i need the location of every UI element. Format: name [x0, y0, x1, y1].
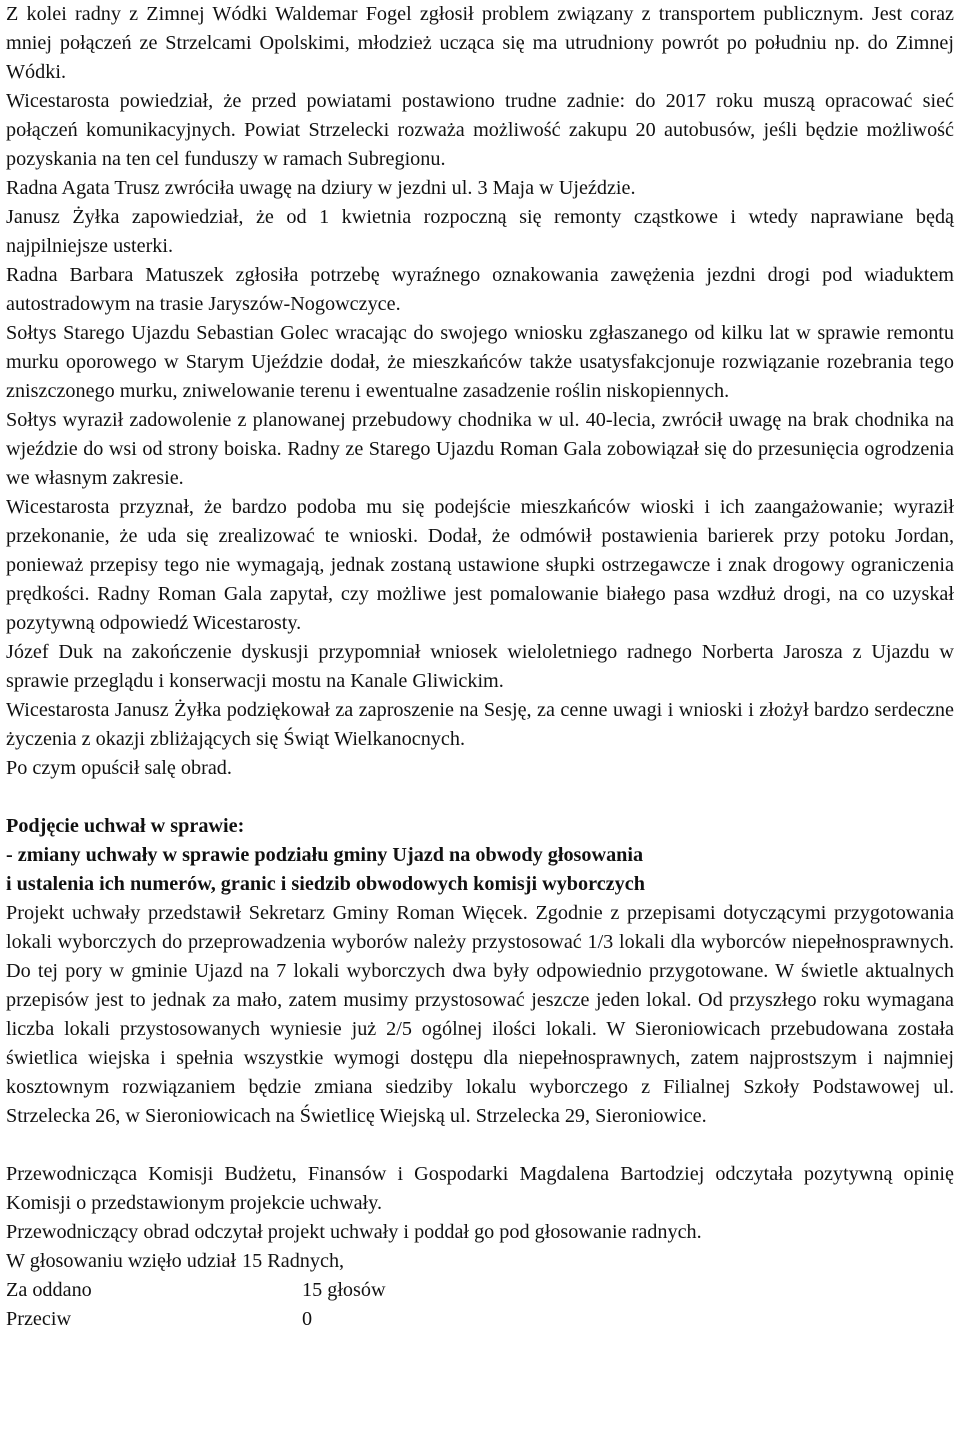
paragraph: Radna Agata Trusz zwróciła uwagę na dziury w jezdni ul. 3 Maja w Ujeździe. [6, 177, 636, 199]
paragraph: Wicestarosta powiedział, że przed powiatami postawiono trudne zadnie: do 2017 roku muszą opracować sieć połączeń komunikacyjnych. Powiat Strzelecki rozważa możliwość zakupu 20 autobusów, jeśli będzie możliwość pozyskania na ten cel funduszy w ramach Subregionu. [6, 90, 954, 170]
vote-for-value: 15 głosów [302, 1279, 386, 1301]
reading-note: Przewodniczący obrad odczytał projekt uchwały i poddał go pod głosowanie radnych. [6, 1221, 702, 1243]
vote-for-label: Za oddano [6, 1279, 92, 1301]
section-subheading: i ustalenia ich numerów, granic i siedzib obwodowych komisji wyborczych [6, 873, 645, 895]
vote-against-value: 0 [302, 1308, 313, 1330]
paragraph: Po czym opuścił salę obrad. [6, 757, 232, 779]
section-subheading: - zmiany uchwały w sprawie podziału gminy Ujazd na obwody głosowania [6, 844, 644, 866]
vote-against-label: Przeciw [6, 1308, 72, 1330]
resolution-section [6, 812, 954, 1334]
committee-opinion: Przewodnicząca Komisji Budżetu, Finansów i Gospodarki Magdalena Bartodziej odczytała pozytywną opinię Komisji o przedstawionym projekcie uchwały. [6, 1163, 954, 1214]
paragraph: Z kolei radny z Zimnej Wódki Waldemar Fogel zgłosił problem związany z transportem publicznym. Jest coraz mniej połączeń ze Strzelcami Opolskimi, młodzież ucząca się ma utrudniony powrót po południu np. do Zimnej Wódki. [6, 3, 954, 83]
paragraph: Józef Duk na zakończenie dyskusji przypomniał wniosek wieloletniego radnego Norberta Jarosza z Ujazdu w sprawie przeglądu i konserwacji mostu na Kanale Gliwickim. [6, 641, 954, 692]
paragraph: Wicestarosta przyznał, że bardzo podoba mu się podejście mieszkańców wioski i ich zaangażowanie; wyraził przekonanie, że uda się zrealizować te wnioski. Dodał, że odmówił postawienia barierek przy potoku Jordan, ponieważ przepisy tego nie wymagają, jednak zostaną ustawione słupki ostrzegawcze i znak drogowy ograniczenia prędkości. Radny Roman Gala zapytał, czy możliwe jest pomalowanie białego pasa wzdłuż drogi, na co uzyskał pozytywną odpowiedź Wicestarosty. [6, 496, 954, 634]
vote-participated-value: 15 Radnych, [242, 1250, 345, 1272]
vote-results [6, 1247, 954, 1334]
section-body: Projekt uchwały przedstawił Sekretarz Gminy Roman Więcek. Zgodnie z przepisami dotyczącymi przygotowania lokali wyborczych do przeprowadzenia wyborów należy przystosować 1/3 lokali dla wyborców niepełnosprawnych. Do tej pory w gminie Ujazd na 7 lokali wyborczych dwa były odpowiednio przygotowane. W świetle aktualnych przepisów jest to jednak za mało, zatem musimy przystosować jeszcze jeden lokal. Od przyszłego roku wymagana liczba lokali przystosowanych wyniesie już 2/5 ogólnej ilości lokali. W Sieroniowicach przebudowana została świetlica wiejska i spełnia wszystkie wymogi dostępu dla niepełnosprawnych, zatem najprostszym i najmniej kosztownym rozwiązaniem będzie zmiana siedziby lokalu wyborczego z Filialnej Szkoły Podstawowej ul. Strzelecka 26, w Sieroniowicach na Świetlicę Wiejską ul. Strzelecka 29, Sieroniowice. [6, 902, 954, 1127]
paragraphs-top [6, 0, 954, 783]
vote-row-against [6, 1305, 954, 1334]
vote-row-participated [6, 1247, 954, 1276]
spacer [6, 783, 954, 812]
section-heading: Podjęcie uchwał w sprawie: [6, 815, 245, 837]
paragraph: Wicestarosta Janusz Żyłka podziękował za zaproszenie na Sesję, za cenne uwagi i wnioski i złożył bardzo serdeczne życzenia z okazji zbliżających się Świąt Wielkanocnych. [6, 699, 954, 750]
paragraph: Radna Barbara Matuszek zgłosiła potrzebę wyraźnego oznakowania zawężenia jezdni drogi pod wiaduktem autostradowym na trasie Jaryszów-Nogowczyce. [6, 264, 954, 315]
vote-participated-label: W głosowaniu wzięło udział [6, 1250, 237, 1272]
paragraph: Sołtys Starego Ujazdu Sebastian Golec wracając do swojego wniosku zgłaszanego od kilku lat w sprawie remontu murku oporowego w Starym Ujeździe dodał, że mieszkańców także usatysfakcjonuje rozwiązanie rozebrania tego zniszczonego murku, zniwelowanie terenu i ewentualne zasadzenie roślin niskopiennych. [6, 322, 954, 402]
vote-row-for [6, 1276, 954, 1305]
paragraph: Sołtys wyraził zadowolenie z planowanej przebudowy chodnika w ul. 40-lecia, zwrócił uwagę na brak chodnika na wjeździe do wsi od strony boiska. Radny ze Starego Ujazdu Roman Gala zobowiązał się do przesunięcia ogrodzenia we własnym zakresie. [6, 409, 954, 489]
paragraph: Janusz Żyłka zapowiedział, że od 1 kwietnia rozpoczną się remonty cząstkowe i wtedy naprawiane będą najpilniejsze usterki. [6, 206, 954, 257]
spacer [6, 1131, 954, 1160]
